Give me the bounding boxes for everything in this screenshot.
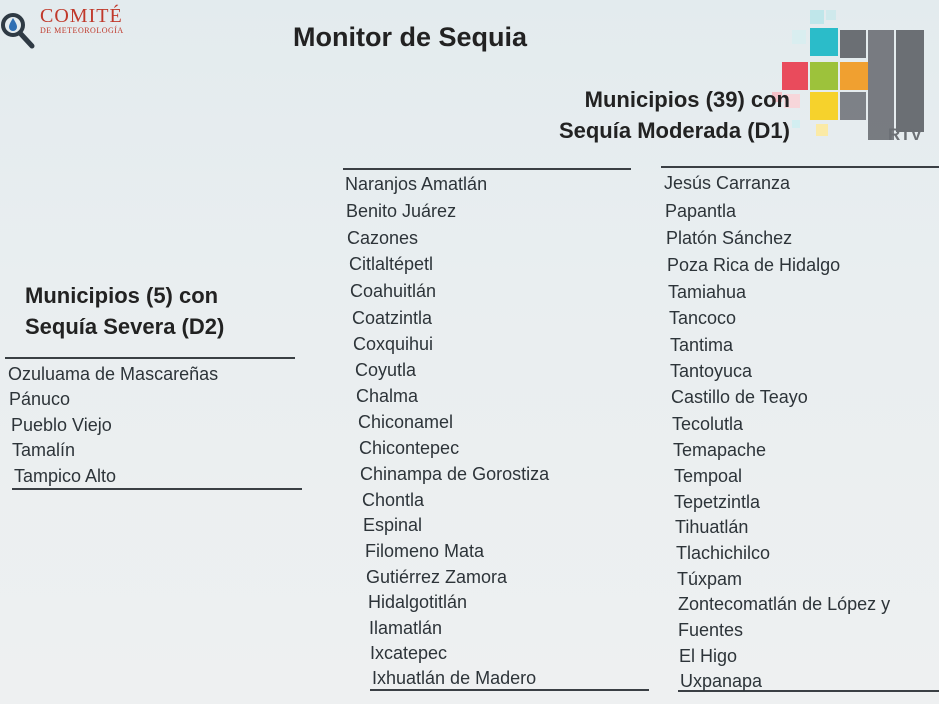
list-item: El Higo (679, 646, 738, 666)
list-item: Coyutla (355, 360, 417, 380)
list-item: Temapache (673, 440, 767, 460)
list-item: Coxquihui (353, 334, 434, 354)
list-item: Hidalgotitlán (368, 592, 468, 612)
list-item: Túxpam (677, 569, 743, 589)
list-item: Chinampa de Gorostiza (360, 464, 550, 484)
moderate-heading (500, 84, 790, 146)
severe-heading-line1: Municipios (5) con (25, 283, 219, 308)
list-item: Espinal (363, 515, 423, 535)
list-item: Tampico Alto (14, 466, 117, 486)
list-item: Pueblo Viejo (11, 415, 112, 435)
list-item: Tancoco (669, 308, 737, 328)
list-item: Coatzintla (352, 308, 433, 328)
moderate-heading-line2: Sequía Moderada (D1) (558, 118, 790, 143)
list-item: Filomeno Mata (365, 541, 485, 561)
moderate-col1-bottom-rule (370, 689, 649, 691)
moderate-col1-top-rule (343, 168, 631, 170)
list-item: Pánuco (9, 389, 71, 409)
list-item: Cazones (347, 228, 419, 248)
list-item: Ilamatlán (369, 618, 443, 638)
list-item: Citlaltépetl (349, 254, 434, 274)
list-item: Ixhuatlán de Madero (372, 668, 537, 688)
list-item: Tamiahua (668, 282, 747, 302)
list-item: Chontla (362, 490, 425, 510)
comite-logo (0, 6, 124, 50)
list-item: Tantoyuca (670, 361, 753, 381)
rtv-label: RTV (888, 125, 922, 144)
list-item: Castillo de Teayo (671, 387, 808, 407)
list-item: Ozuluama de Mascareñas (8, 364, 219, 384)
list-item: Zontecomatlán de López y (678, 594, 891, 614)
severe-top-rule (5, 357, 295, 359)
list-item: Tepetzintla (674, 492, 761, 512)
list-item: Gutiérrez Zamora (366, 567, 508, 587)
list-item: Jesús Carranza (664, 173, 791, 193)
list-item: Fuentes (678, 620, 744, 640)
list-item: Ixcatepec (370, 643, 448, 663)
logo-text: COMITÉ (40, 5, 123, 27)
logo-subtext: DE METEOROLOGÍA (40, 26, 124, 35)
severe-heading (25, 280, 305, 342)
list-item: Papantla (665, 201, 737, 221)
list-item: Chalma (356, 386, 419, 406)
list-item: Chiconamel (358, 412, 454, 432)
page-title: Monitor de Sequia (293, 22, 528, 52)
list-item: Chicontepec (359, 438, 460, 458)
severe-heading-line2: Sequía Severa (D2) (25, 314, 225, 339)
moderate-col2-top-rule (661, 166, 939, 168)
list-item: Poza Rica de Hidalgo (667, 255, 841, 275)
list-item: Tantima (670, 335, 734, 355)
rtv-logo (770, 8, 930, 148)
magnifier-drop-icon (0, 6, 38, 50)
list-item: Tempoal (674, 466, 743, 486)
list-item: Benito Juárez (346, 201, 457, 221)
list-item: Uxpanapa (680, 671, 763, 691)
severe-bottom-rule (12, 488, 302, 490)
list-item: Tamalín (12, 440, 76, 460)
list-item: Coahuitlán (350, 281, 437, 301)
moderate-heading-line1: Municipios (39) con (584, 87, 790, 112)
list-item: Tecolutla (672, 414, 744, 434)
list-item: Tihuatlán (675, 517, 749, 537)
list-item: Naranjos Amatlán (345, 174, 488, 194)
list-item: Platón Sánchez (666, 228, 793, 248)
rtv-mosaic-icon (770, 8, 930, 148)
list-item: Tlachichilco (676, 543, 771, 563)
